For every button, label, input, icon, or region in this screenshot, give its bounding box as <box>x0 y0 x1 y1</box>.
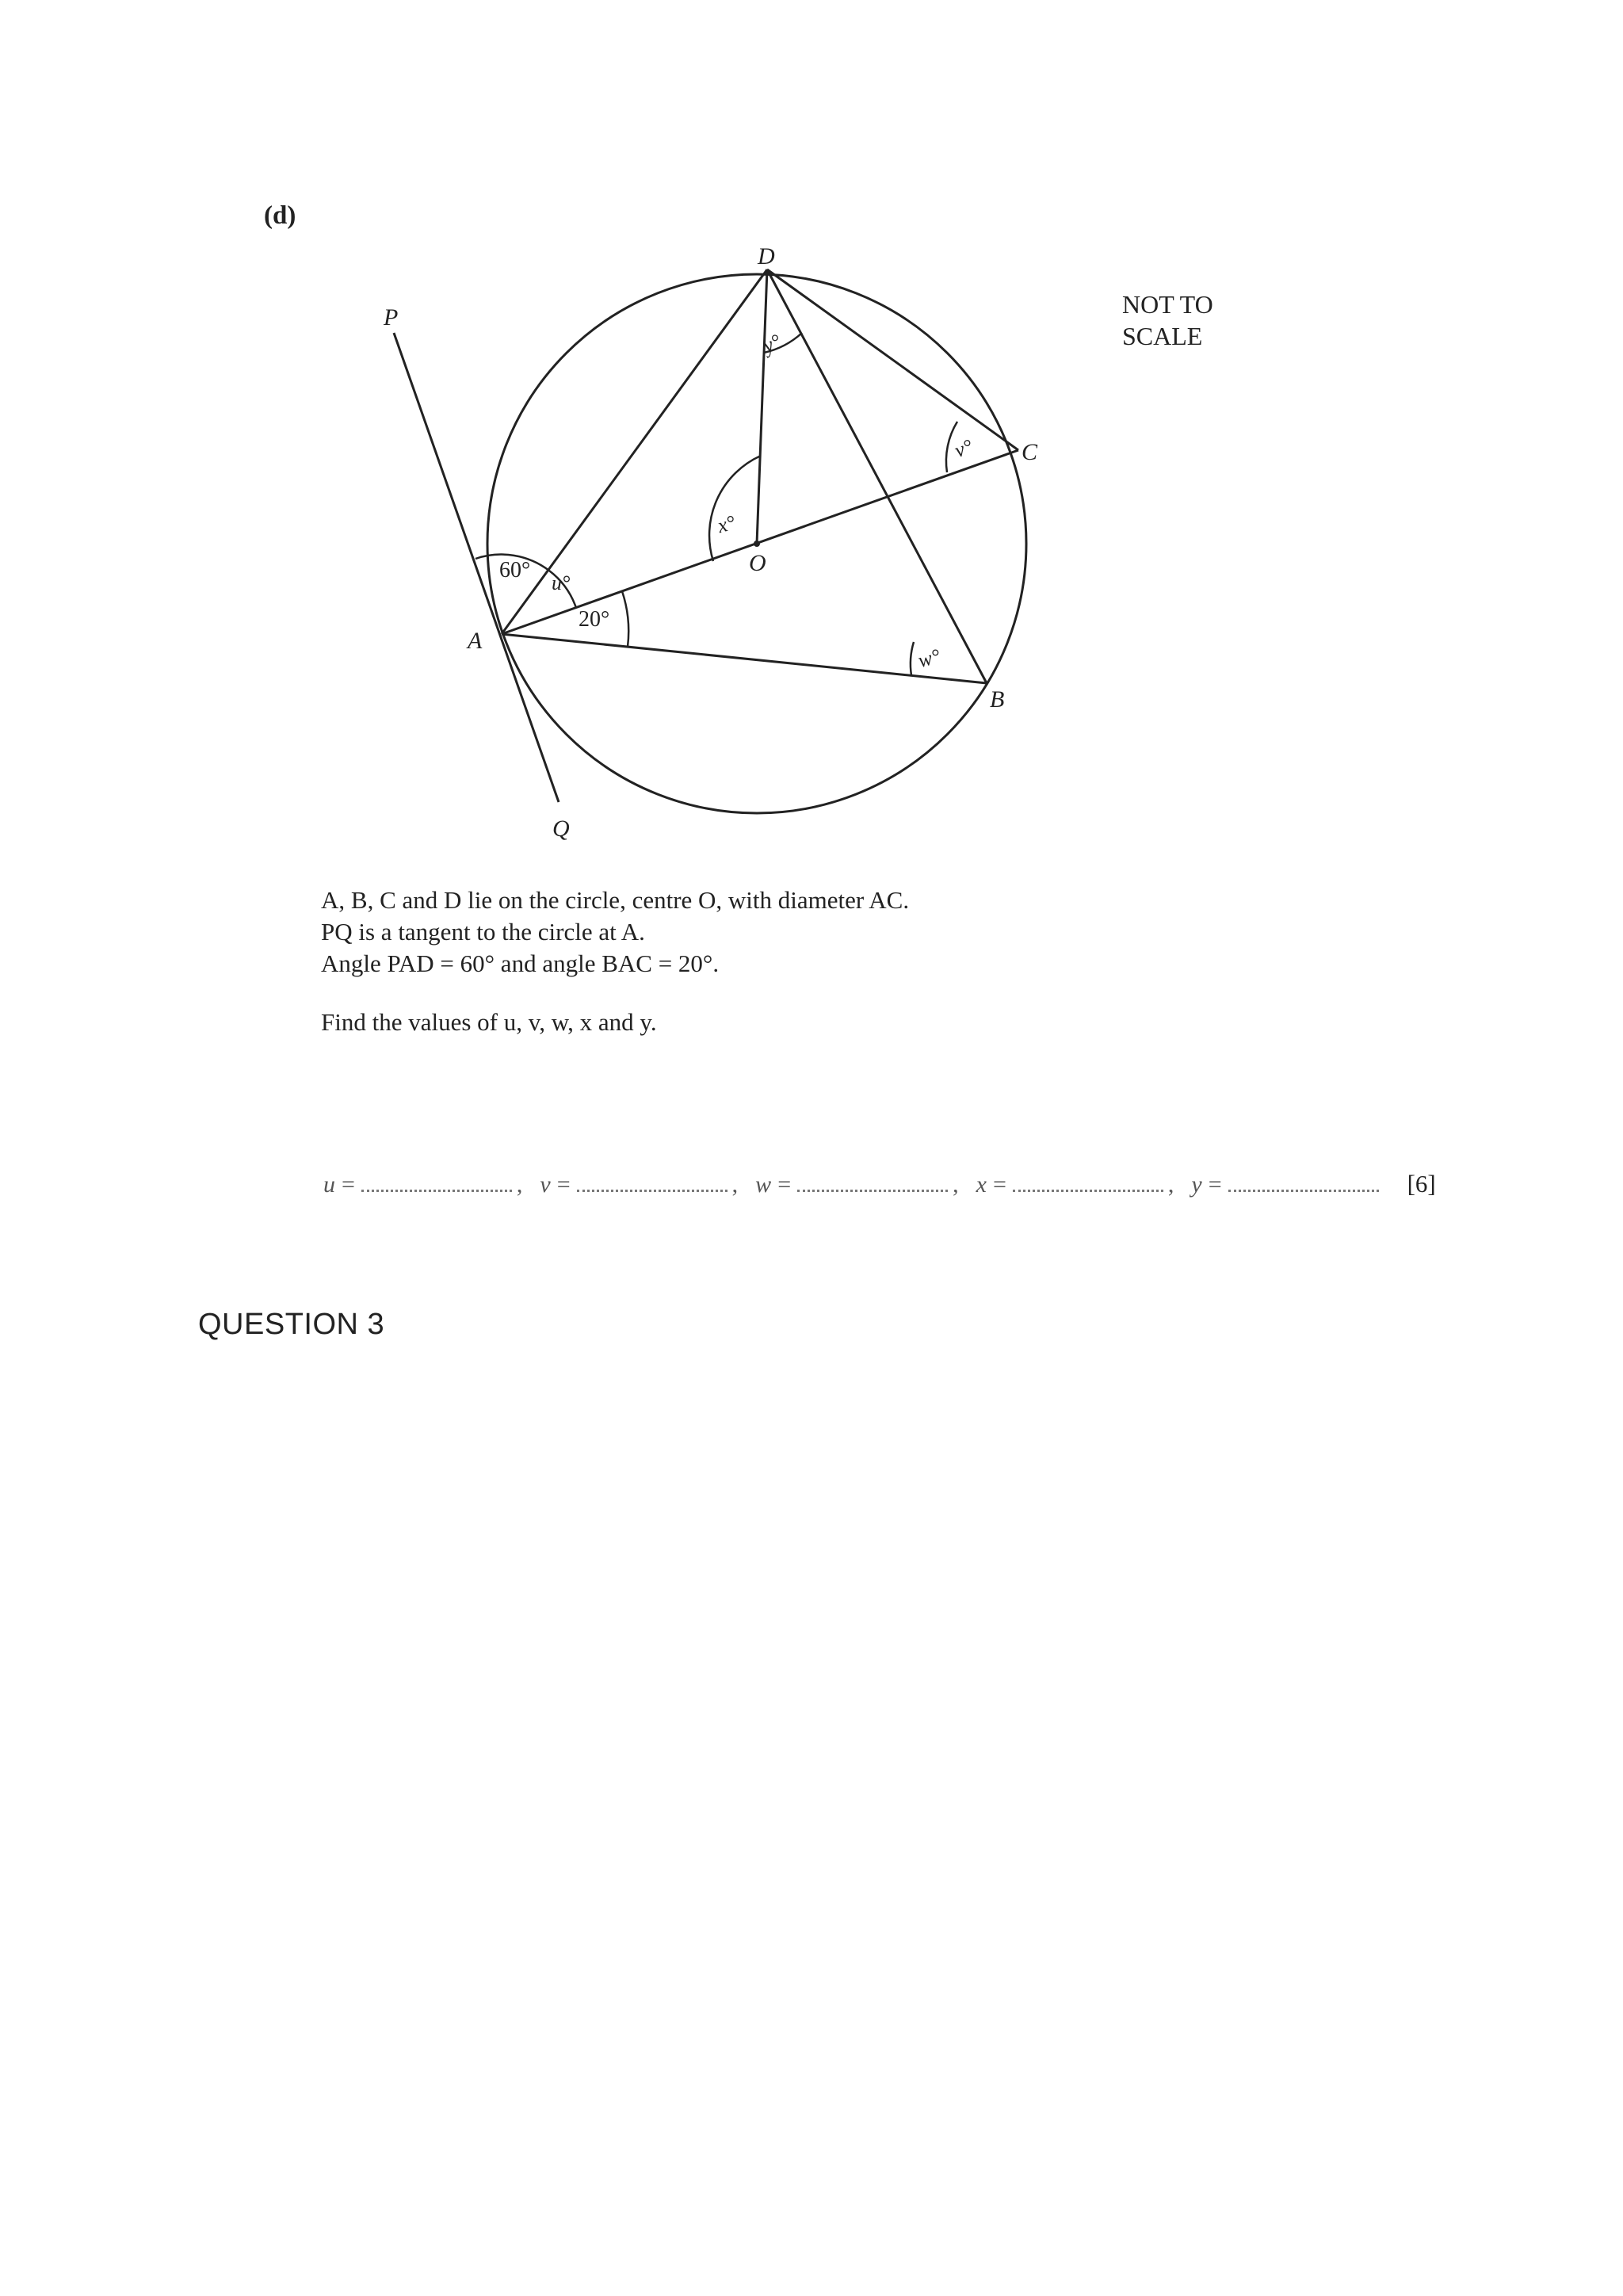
answer-separator: , <box>731 1171 739 1198</box>
marks-label: [6] <box>1407 1170 1436 1198</box>
centre-dot <box>754 541 760 547</box>
answer-equals: = <box>777 1171 792 1198</box>
line-dc <box>767 269 1018 450</box>
answer-equals: = <box>342 1171 355 1198</box>
label-b: B <box>990 686 1005 712</box>
answer-line <box>323 1170 1436 1198</box>
line-db <box>767 269 987 683</box>
answer-var: y <box>1191 1171 1202 1198</box>
answer-separator: , <box>1167 1171 1174 1198</box>
part-label: (d) <box>264 201 296 230</box>
answer-var: v <box>540 1171 551 1198</box>
answer-y <box>1191 1171 1383 1198</box>
problem-statements <box>321 884 909 980</box>
note-line-2: SCALE <box>1122 322 1203 350</box>
label-d: D <box>758 243 775 269</box>
answer-equals: = <box>556 1171 571 1198</box>
next-question-heading: QUESTION 3 <box>198 1308 385 1341</box>
line-do <box>757 269 767 544</box>
label-p: P <box>384 304 399 330</box>
answer-separator: , <box>953 1171 959 1198</box>
answer-var: w <box>755 1171 772 1198</box>
note-line-1: NOT TO <box>1122 290 1213 319</box>
line-ad <box>502 269 767 634</box>
answer-v <box>540 1171 738 1198</box>
label-c: C <box>1022 439 1038 465</box>
statement-line: PQ is a tangent to the circle at A. <box>321 918 645 946</box>
statement-line: Angle PAD = 60° and angle BAC = 20°. <box>321 949 720 977</box>
answer-var: x <box>976 1171 987 1198</box>
answer-var: u <box>323 1171 335 1198</box>
answer-blank[interactable] <box>361 1172 512 1192</box>
answer-blank[interactable] <box>577 1172 727 1192</box>
angle-pad-label: 60° <box>499 558 531 583</box>
label-q: Q <box>552 816 570 842</box>
tangent-pq <box>394 333 559 802</box>
label-a: A <box>468 628 483 654</box>
arc-bac <box>622 591 628 647</box>
answer-w <box>755 1171 958 1198</box>
arc-w <box>911 642 914 675</box>
answer-x <box>976 1171 1174 1198</box>
answer-blank[interactable] <box>1228 1172 1379 1192</box>
angle-y-label: y° <box>759 329 785 358</box>
angle-bac-label: 20° <box>579 607 610 632</box>
question-text: Find the values of u, v, w, x and y. <box>321 1008 657 1036</box>
angle-x-label: x° <box>715 510 738 538</box>
answer-u <box>323 1171 522 1198</box>
line-ab <box>502 634 987 683</box>
angle-w-label: w° <box>915 644 943 673</box>
answer-equals: = <box>1208 1171 1222 1198</box>
circle-theorem-diagram <box>0 0 1623 872</box>
angle-v-label: v° <box>951 434 976 463</box>
answer-separator: , <box>516 1171 523 1198</box>
statement-line: A, B, C and D lie on the circle, centre O, with diameter AC. <box>321 886 910 914</box>
answer-equals: = <box>992 1171 1006 1198</box>
label-o: O <box>749 550 766 576</box>
answer-blank[interactable] <box>797 1172 948 1192</box>
angle-u-label: u° <box>552 571 571 594</box>
not-to-scale-note <box>1122 288 1213 352</box>
answer-blank[interactable] <box>1013 1172 1163 1192</box>
